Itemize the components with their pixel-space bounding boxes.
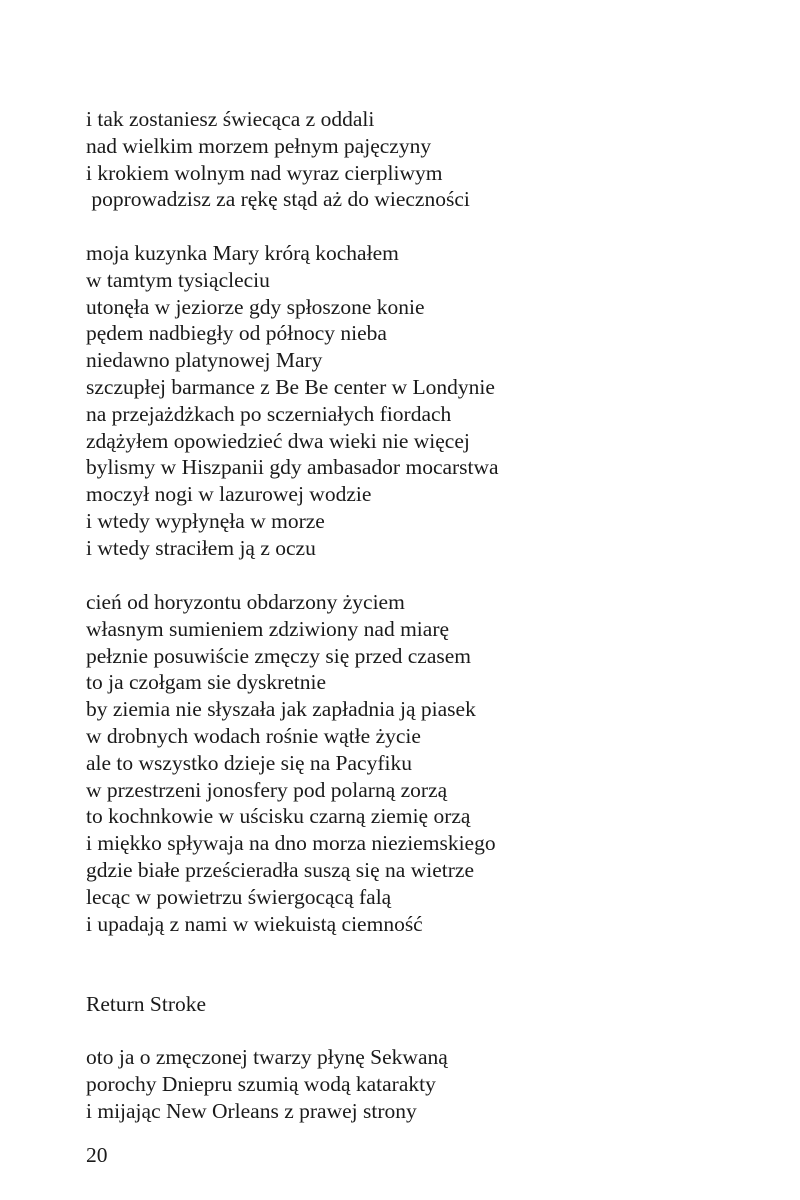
poem-line: moczył nogi w lazurowej wodzie bbox=[86, 482, 372, 507]
poem-line: własnym sumieniem zdziwiony nad miarę bbox=[86, 616, 450, 641]
stanza-3 bbox=[86, 589, 496, 937]
poem-line: by ziemia nie słyszała jak zapładnia ją piasek bbox=[86, 697, 476, 722]
poem-line: gdzie białe prześcieradła suszą się na wietrze bbox=[86, 857, 474, 882]
page-number: 20 bbox=[86, 1143, 108, 1167]
poem-line: w tamtym tysiącleciu bbox=[86, 267, 270, 292]
stanza-1 bbox=[86, 106, 470, 213]
poem-line: poprowadzisz za rękę stąd aż do wieczności bbox=[86, 187, 470, 212]
poem-line: i wtedy wypłynęła w morze bbox=[86, 508, 325, 533]
poem-line: to ja czołgam sie dyskretnie bbox=[86, 670, 327, 695]
poem-line: i krokiem wolnym nad wyraz cierpliwym bbox=[86, 160, 443, 185]
poem-line: bylismy w Hiszpanii gdy ambasador mocarstwa bbox=[86, 455, 499, 480]
poem-line: to kochnkowie w uścisku czarną ziemię orzą bbox=[86, 804, 471, 829]
poem-line: i tak zostaniesz świecąca z oddali bbox=[86, 107, 375, 131]
poem-line: nad wielkim morzem pełnym pajęczyny bbox=[86, 133, 432, 158]
poem-line: cień od horyzontu obdarzony życiem bbox=[86, 590, 405, 614]
poem-line: i mijając New Orleans z prawej strony bbox=[86, 1098, 417, 1123]
poem-line: niedawno platynowej Mary bbox=[86, 348, 323, 373]
poem-line: moja kuzynka Mary krórą kochałem bbox=[86, 241, 399, 265]
poem-line: na przejażdżkach po sczerniałych fiordach bbox=[86, 401, 452, 426]
poem-title: Return Stroke bbox=[86, 992, 207, 1016]
poem-line: lecąc w powietrzu świergocącą falą bbox=[86, 884, 392, 909]
poem-line: utonęła w jeziorze gdy spłoszone konie bbox=[86, 294, 425, 319]
second-poem-stanza bbox=[86, 1044, 448, 1124]
poem-line: porochy Dniepru szumią wodą katarakty bbox=[86, 1071, 436, 1096]
poem-line: oto ja o zmęczonej twarzy płynę Sekwaną bbox=[86, 1045, 448, 1069]
stanza-2 bbox=[86, 240, 499, 562]
page-number-block bbox=[86, 1142, 108, 1169]
poem-line: i wtedy straciłem ją z oczu bbox=[86, 535, 316, 560]
poem-line: pędem nadbiegły od północy nieba bbox=[86, 321, 387, 346]
poem-line: ale to wszystko dzieje się na Pacyfiku bbox=[86, 750, 412, 775]
poem-line: pełznie posuwiście zmęczy się przed czasem bbox=[86, 643, 472, 668]
poem-line: w drobnych wodach rośnie wątłe życie bbox=[86, 723, 421, 748]
poem-line: w przestrzeni jonosfery pod polarną zorzą bbox=[86, 777, 448, 802]
poem-line: i upadają z nami w wiekuistą ciemność bbox=[86, 911, 423, 936]
poem-line: zdążyłem opowiedzieć dwa wieki nie więcej bbox=[86, 428, 470, 453]
poem-title-block bbox=[86, 991, 206, 1018]
poem-line: szczupłej barmance z Be Be center w Londynie bbox=[86, 374, 495, 399]
poem-line: i miękko spływaja na dno morza nieziemskiego bbox=[86, 831, 496, 856]
